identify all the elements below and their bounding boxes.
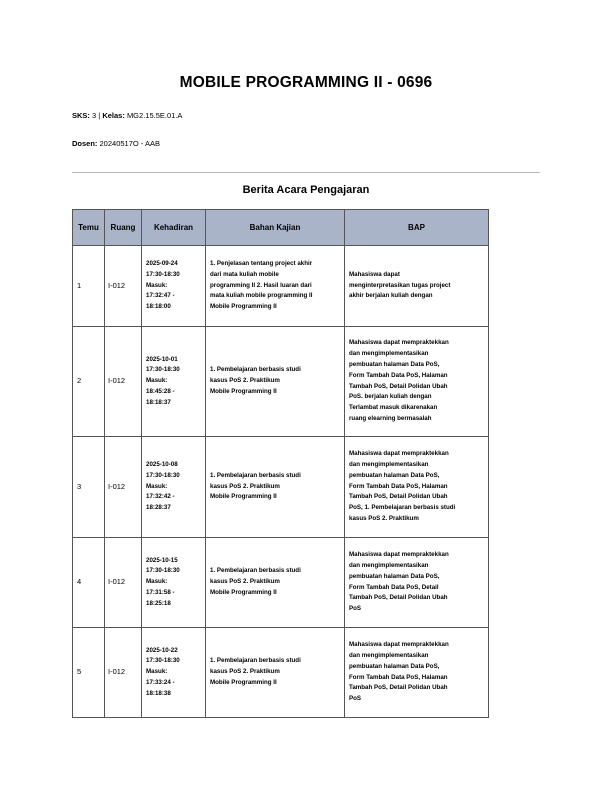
cell-bap bbox=[345, 538, 489, 628]
kehadiran-line: 17:30-18:30 bbox=[146, 471, 180, 479]
cell-bahan-kajian bbox=[206, 538, 345, 628]
kehadiran-line: 2025-09-24 bbox=[146, 260, 178, 267]
bahan-line: Mobile Programming II bbox=[210, 678, 277, 686]
bahan-line: 1. Pembelajaran berbasis studi bbox=[210, 567, 301, 575]
bap-line: dan mengimplementasikan bbox=[349, 561, 429, 569]
divider bbox=[72, 172, 540, 173]
bap-line: PoS bbox=[349, 695, 362, 703]
bap-line: akhir berjalan kuliah dengan bbox=[349, 292, 433, 300]
kehadiran-line: 17:31:58 - bbox=[146, 588, 175, 596]
kehadiran-line: 2025-10-08 bbox=[146, 461, 178, 468]
cell-bap bbox=[345, 437, 489, 538]
bap-line: Form Tambah Data PoS, Halaman bbox=[349, 482, 448, 490]
bap-line: PoS. berjalan kuliah dengan bbox=[349, 393, 432, 401]
kehadiran-line: 2025-10-01 bbox=[146, 355, 178, 363]
cell-temu: 2 bbox=[73, 327, 105, 437]
bap-line: PoS, 1. Pembelajaran berbasis studi bbox=[349, 504, 456, 512]
kehadiran-line: Masuk: bbox=[146, 578, 168, 586]
cell-bahan-kajian bbox=[206, 437, 345, 538]
bahan-line: kasus PoS 2. Praktikum bbox=[210, 377, 280, 385]
cell-bap bbox=[345, 246, 489, 327]
cell-kehadiran bbox=[142, 628, 206, 718]
bap-line: dan mengimplementasikan bbox=[349, 651, 429, 659]
bap-line: Mahasiswa dapat bbox=[349, 270, 400, 278]
kehadiran-line: 18:18:37 bbox=[146, 398, 171, 406]
cell-ruang: I-012 bbox=[105, 628, 142, 718]
sks-value: 3 bbox=[92, 111, 97, 120]
kehadiran-line: 17:30-18:30 bbox=[146, 270, 180, 278]
bap-line: Terlambat masuk dikarenakan bbox=[349, 404, 438, 412]
section-title: Berita Acara Pengajaran bbox=[242, 184, 370, 196]
bap-line: Mahasiswa dapat mempraktekkan bbox=[349, 450, 449, 458]
cell-ruang: I-012 bbox=[105, 246, 142, 327]
lecturer-meta-line bbox=[72, 139, 160, 148]
course-meta-line bbox=[72, 111, 182, 120]
table-row bbox=[73, 628, 489, 718]
table-header-row bbox=[73, 210, 489, 246]
bahan-line: 1. Pembelajaran berbasis studi bbox=[210, 366, 301, 374]
bap-line: menginterpretasikan tugas project bbox=[349, 281, 451, 289]
bap-line: pembuatan halaman Data PoS, bbox=[349, 471, 440, 479]
bap-line: Mahasiswa dapat mempraktekkan bbox=[349, 339, 449, 347]
kehadiran-line: Masuk: bbox=[146, 482, 168, 490]
header-temu: Temu bbox=[73, 210, 105, 246]
cell-bahan-kajian bbox=[206, 628, 345, 718]
kehadiran-line: 17:30-18:30 bbox=[146, 567, 180, 575]
kehadiran-line: Masuk: bbox=[146, 281, 168, 289]
cell-ruang: I-012 bbox=[105, 437, 142, 538]
bap-line: Tambah PoS, Detail Polidan Ubah bbox=[349, 684, 448, 692]
bap-line: Tambah PoS, Detail Polidan Ubah bbox=[349, 493, 448, 501]
kehadiran-line: 18:25:18 bbox=[146, 599, 171, 607]
cell-ruang: I-012 bbox=[105, 327, 142, 437]
kehadiran-line: 18:18:00 bbox=[146, 303, 171, 311]
cell-kehadiran bbox=[142, 538, 206, 628]
bap-line: Mahasiswa dapat mempraktekkan bbox=[349, 641, 449, 649]
cell-ruang: I-012 bbox=[105, 538, 142, 628]
bap-line: ruang elearning bermasalah bbox=[349, 414, 432, 422]
table-row bbox=[73, 246, 489, 327]
kehadiran-line: 17:32:42 - bbox=[146, 493, 175, 501]
cell-bap bbox=[345, 327, 489, 437]
cell-temu: 5 bbox=[73, 628, 105, 718]
cell-temu: 3 bbox=[73, 437, 105, 538]
cell-temu: 1 bbox=[73, 246, 105, 327]
bap-line: pembuatan halaman Data PoS, bbox=[349, 662, 440, 670]
kehadiran-line: 18:45:28 - bbox=[146, 387, 175, 395]
kehadiran-line: Masuk: bbox=[146, 668, 168, 676]
cell-kehadiran bbox=[142, 437, 206, 538]
cell-bahan-kajian bbox=[206, 246, 345, 327]
kehadiran-line: Masuk: bbox=[146, 377, 168, 385]
kehadiran-line: 18:18:38 bbox=[146, 689, 171, 697]
sks-label: SKS: bbox=[72, 111, 90, 120]
cell-kehadiran bbox=[142, 327, 206, 437]
kehadiran-line: 2025-10-22 bbox=[146, 646, 178, 654]
kelas-value: MG2.15.5E.01.A bbox=[126, 111, 183, 120]
bap-line: kasus PoS 2. Praktikum bbox=[349, 514, 419, 522]
cell-bap bbox=[345, 628, 489, 718]
header-ruang: Ruang bbox=[105, 210, 142, 246]
kehadiran-line: 2025-10-15 bbox=[146, 556, 178, 564]
header-kehadiran: Kehadiran bbox=[142, 210, 206, 246]
bahan-line: Mobile Programming II bbox=[210, 303, 277, 311]
bap-line: Form Tambah Data PoS, Halaman bbox=[349, 371, 448, 379]
bahan-line: 1. Penjelasan tentang project akhir bbox=[210, 260, 313, 267]
kehadiran-line: 17:33:24 - bbox=[146, 678, 175, 686]
teaching-report-table bbox=[72, 209, 489, 718]
cell-kehadiran bbox=[142, 246, 206, 327]
table-row bbox=[73, 327, 489, 437]
kehadiran-line: 17:30-18:30 bbox=[146, 657, 180, 665]
bahan-line: kasus PoS 2. Praktikum bbox=[210, 482, 280, 490]
bahan-line: programming II 2. Hasil luaran dari bbox=[210, 281, 312, 289]
bap-line: pembuatan halaman Data PoS, bbox=[349, 360, 440, 368]
page-title: MOBILE PROGRAMMING II - 0696 bbox=[179, 74, 433, 91]
bahan-line: mata kuliah mobile programming II bbox=[210, 292, 313, 300]
bap-line: Tambah PoS, Detail Polidan Ubah bbox=[349, 382, 448, 390]
meta-separator: | bbox=[98, 111, 101, 120]
bahan-line: dari mata kuliah mobile bbox=[210, 270, 279, 278]
bahan-line: kasus PoS 2. Praktikum bbox=[210, 578, 280, 586]
dosen-label: Dosen: bbox=[72, 139, 98, 148]
bap-line: dan mengimplementasikan bbox=[349, 461, 429, 468]
bahan-line: 1. Pembelajaran berbasis studi bbox=[210, 657, 301, 665]
bap-line: pembuatan halaman Data PoS, bbox=[349, 572, 440, 580]
bahan-line: Mobile Programming II bbox=[210, 588, 277, 596]
cell-temu: 4 bbox=[73, 538, 105, 628]
bahan-line: 1. Pembelajaran berbasis studi bbox=[210, 471, 301, 479]
kelas-label: Kelas: bbox=[102, 111, 125, 120]
bap-line: PoS bbox=[349, 605, 362, 613]
kehadiran-line: 17:30-18:30 bbox=[146, 366, 180, 374]
bap-line: Form Tambah Data PoS, Detail bbox=[349, 583, 439, 591]
bahan-line: kasus PoS 2. Praktikum bbox=[210, 668, 280, 676]
bap-line: Mahasiswa dapat mempraktekkan bbox=[349, 551, 449, 559]
bap-line: dan mengimplementasikan bbox=[349, 350, 429, 358]
cell-bahan-kajian bbox=[206, 327, 345, 437]
bap-line: Tambah PoS, Detail Polidan Ubah bbox=[349, 594, 448, 602]
bahan-line: Mobile Programming II bbox=[210, 493, 277, 501]
table-row bbox=[73, 538, 489, 628]
kehadiran-line: 18:28:37 bbox=[146, 504, 171, 512]
header-bahan-kajian: Bahan Kajian bbox=[206, 210, 345, 246]
bap-line: Form Tambah Data PoS, Halaman bbox=[349, 673, 448, 681]
dosen-value: 20240517O - AAB bbox=[99, 139, 160, 148]
header-bap: BAP bbox=[345, 210, 489, 246]
table-row bbox=[73, 437, 489, 538]
bahan-line: Mobile Programming II bbox=[210, 387, 277, 395]
kehadiran-line: 17:32:47 - bbox=[146, 292, 175, 300]
